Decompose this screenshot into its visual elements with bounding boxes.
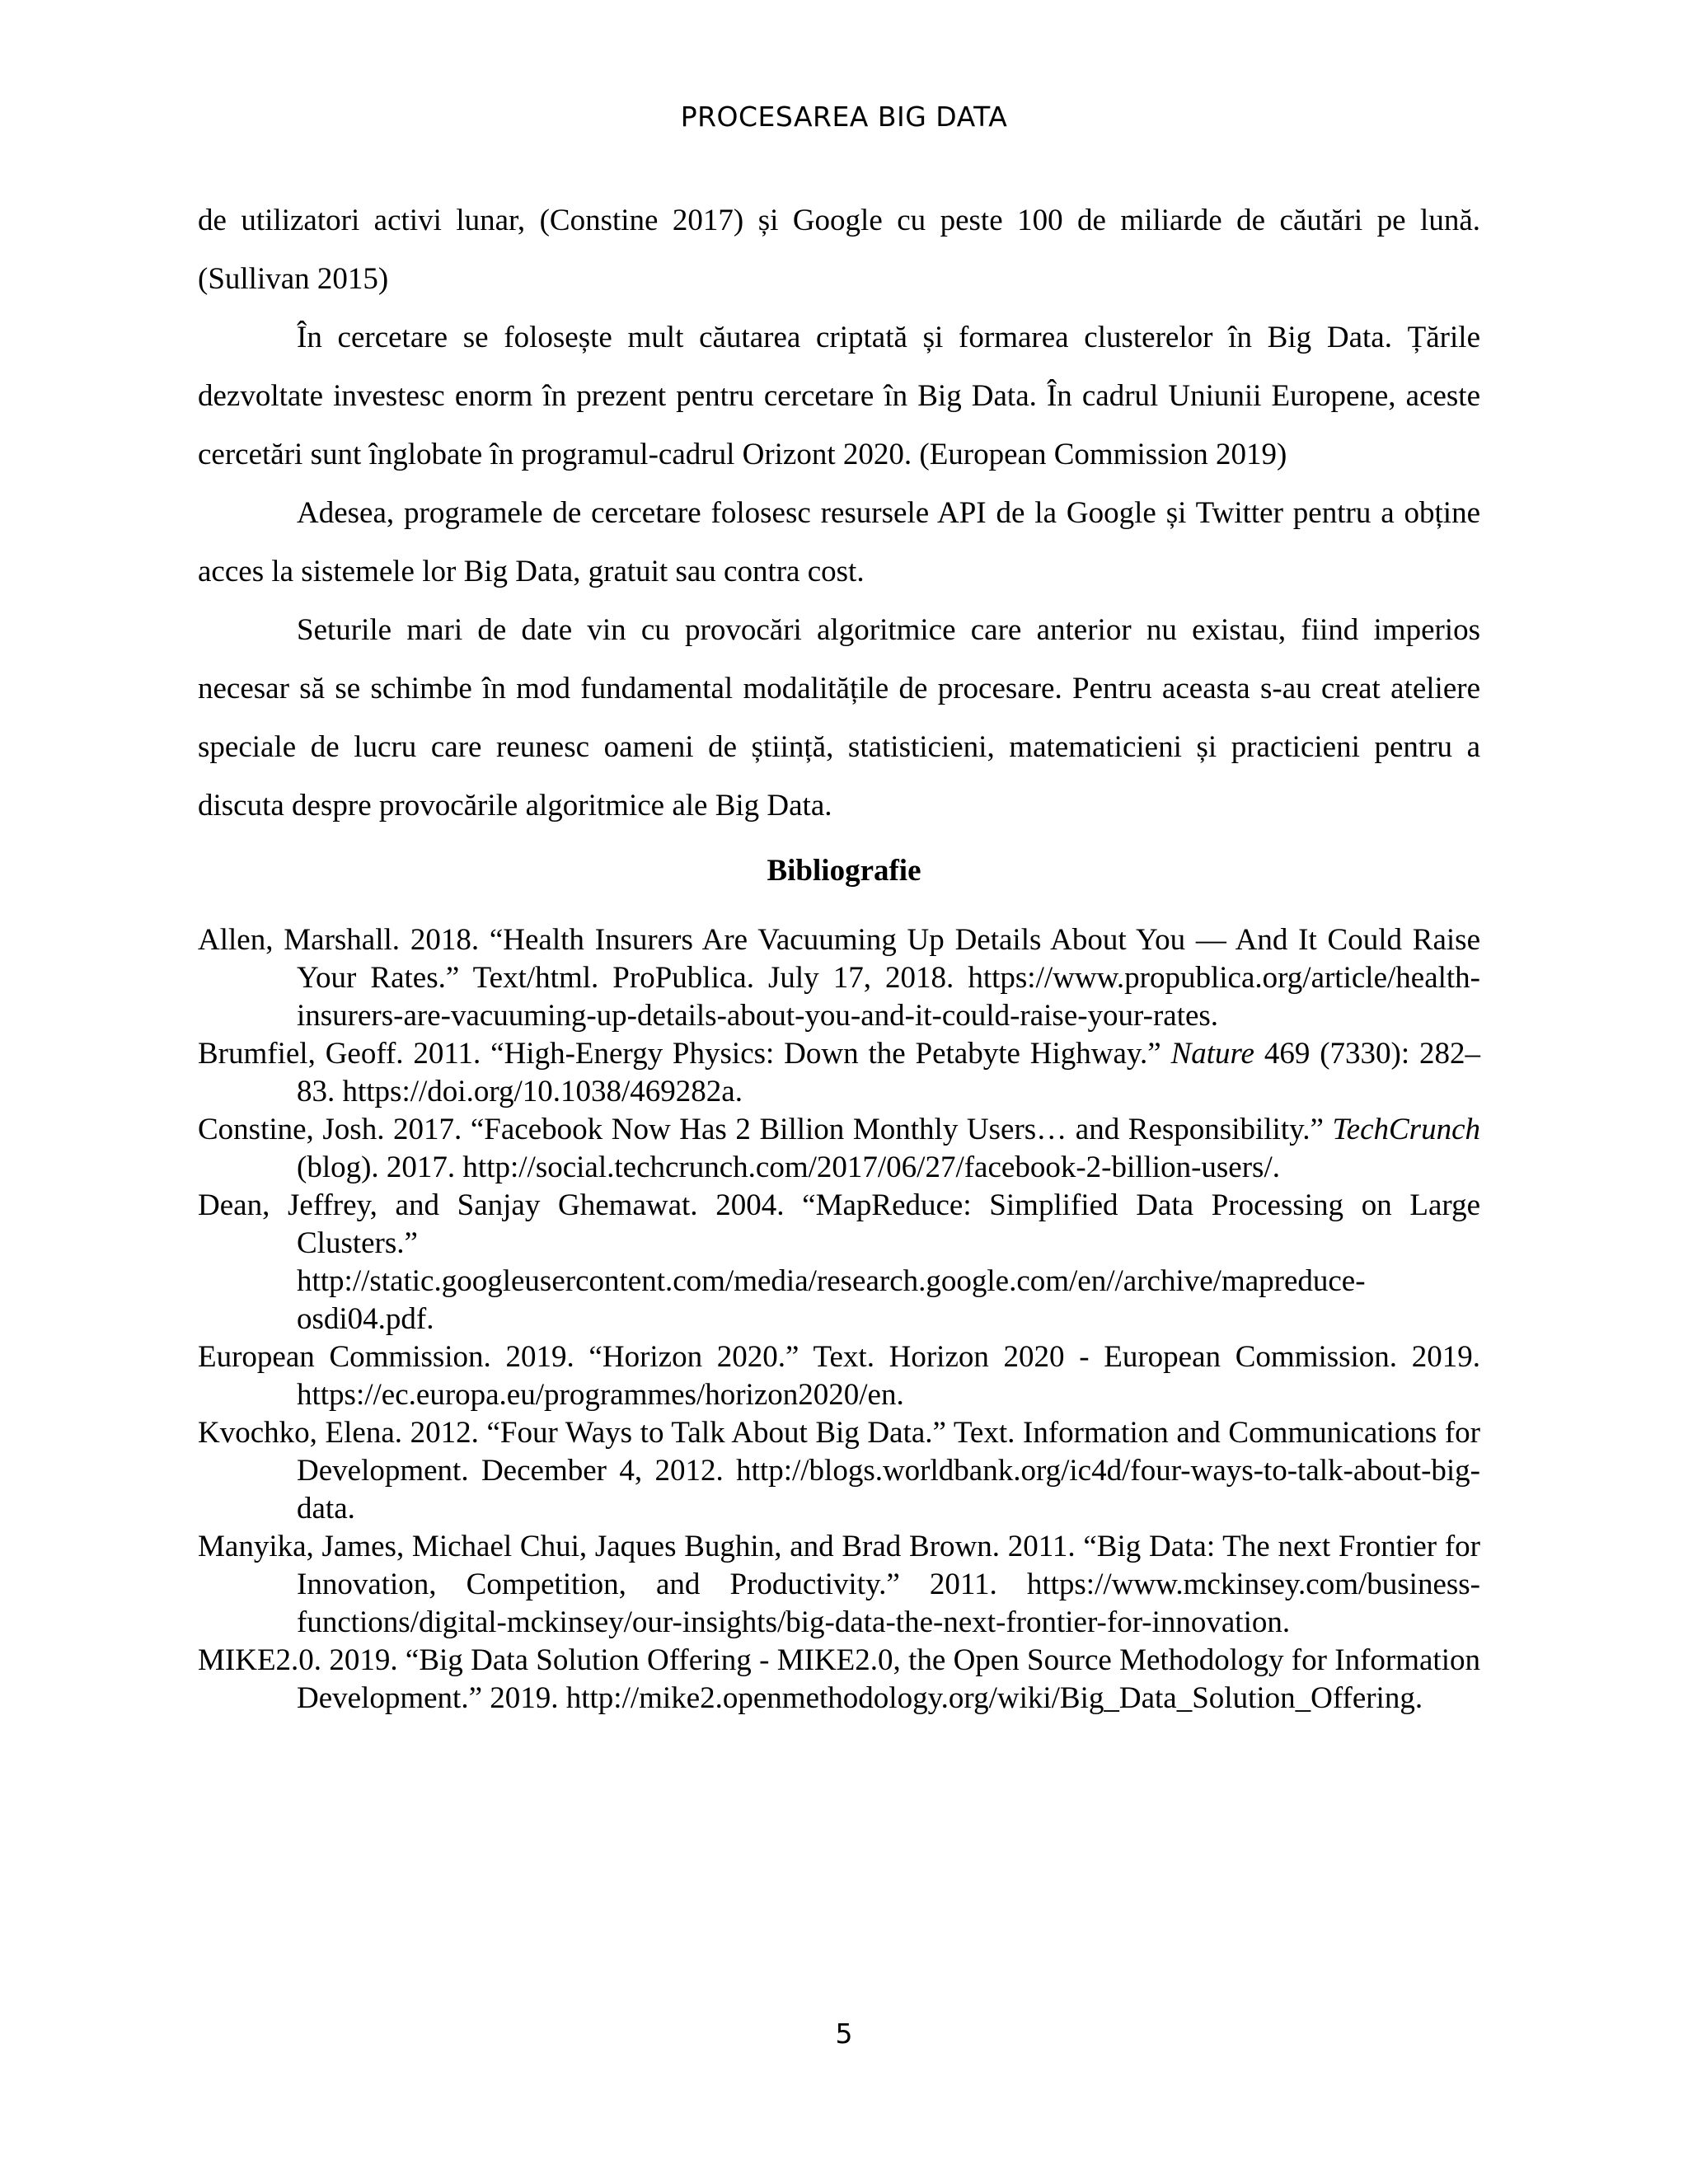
bibliography-entry: Constine, Josh. 2017. “Facebook Now Has 2 Billion Monthly Users… and Responsibility.” TechCrunch (blog). 2017. http://social.techcrunch.com/2017/06/27/facebook-2-billion-users/.	[198, 1113, 1480, 1184]
bibliography-entry: Brumfiel, Geoff. 2011. “High-Energy Physics: Down the Petabyte Highway.” Nature 469 (7330): 282–83. https://doi.org/10.1038/469282a.	[198, 1037, 1480, 1108]
bibliography-entry: Dean, Jeffrey, and Sanjay Ghemawat. 2004. “MapReduce: Simplified Data Processing on Large Clusters.” http://static.googleusercontent.com/media/research.google.com/en//archive/mapreduce-osdi04.pdf.	[198, 1188, 1480, 1336]
bibliography-entry: Kvochko, Elena. 2012. “Four Ways to Talk About Big Data.” Text. Information and Communications for Development. December 4, 2012. http://blogs.worldbank.org/ic4d/four-ways-to-talk-about-big-data.	[198, 1416, 1480, 1526]
page-number: 5	[835, 2018, 853, 2050]
bibliography-list	[198, 921, 1480, 1718]
body-text	[198, 191, 1480, 835]
bibliography-entry: European Commission. 2019. “Horizon 2020.” Text. Horizon 2020 - European Commission. 2019. https://ec.europa.eu/programmes/horizon2020/en.	[198, 1340, 1480, 1412]
bibliography-entry: Manyika, James, Michael Chui, Jaques Bughin, and Brad Brown. 2011. “Big Data: The next Frontier for Innovation, Competition, and Productivity.” 2011. https://www.mckinsey.com/business-functions/digital-mckinsey/our-insights/big-data-the-next-frontier-for-innovation.	[198, 1530, 1480, 1639]
bibliography-entry: Allen, Marshall. 2018. “Health Insurers Are Vacuuming Up Details About You — And It Could Raise Your Rates.” Text/html. ProPublica. July 17, 2018. https://www.propublica.org/article/health-insurers-are-vacuuming-up-details-about-you-and-it-could-raise-your-rates.	[198, 923, 1480, 1033]
paragraph-algorithms: Seturile mari de date vin cu provocări algoritmice care anterior nu existau, fiind imperios necesar să se schimbe în mod fundamental modalitățile de procesare. Pentru aceasta s-au creat ateliere speciale de lucru care reunesc oameni de știință, statisticieni, matematicieni și practicieni pentru a discuta despre provocările algoritmice ale Big Data.	[198, 613, 1480, 823]
paragraph-api: Adesea, programele de cercetare folosesc resursele API de la Google și Twitter pentru a obține acces la sistemele lor Big Data, gratuit sau contra cost.	[198, 496, 1480, 588]
running-header: PROCESAREA BIG DATA	[680, 101, 1008, 133]
paragraph-research: În cercetare se folosește mult căutarea criptată și formarea clusterelor în Big Data. Țările dezvoltate investesc enorm în prezent pentru cercetare în Big Data. În cadrul Uniunii Europene, aceste cercetări sunt înglobate în programul-cadrul Orizont 2020. (European Commission 2019)	[198, 321, 1480, 471]
bibliography-entry: MIKE2.0. 2019. “Big Data Solution Offering - MIKE2.0, the Open Source Methodology for Information Development.” 2019. http://mike2.openmethodology.org/wiki/Big_Data_Solution_Offering.	[198, 1643, 1480, 1715]
bibliography-title: Bibliografie	[767, 854, 921, 888]
paragraph-continuation: de utilizatori activi lunar, (Constine 2017) și Google cu peste 100 de miliarde de căutări pe lună. (Sullivan 2015)	[198, 204, 1480, 296]
